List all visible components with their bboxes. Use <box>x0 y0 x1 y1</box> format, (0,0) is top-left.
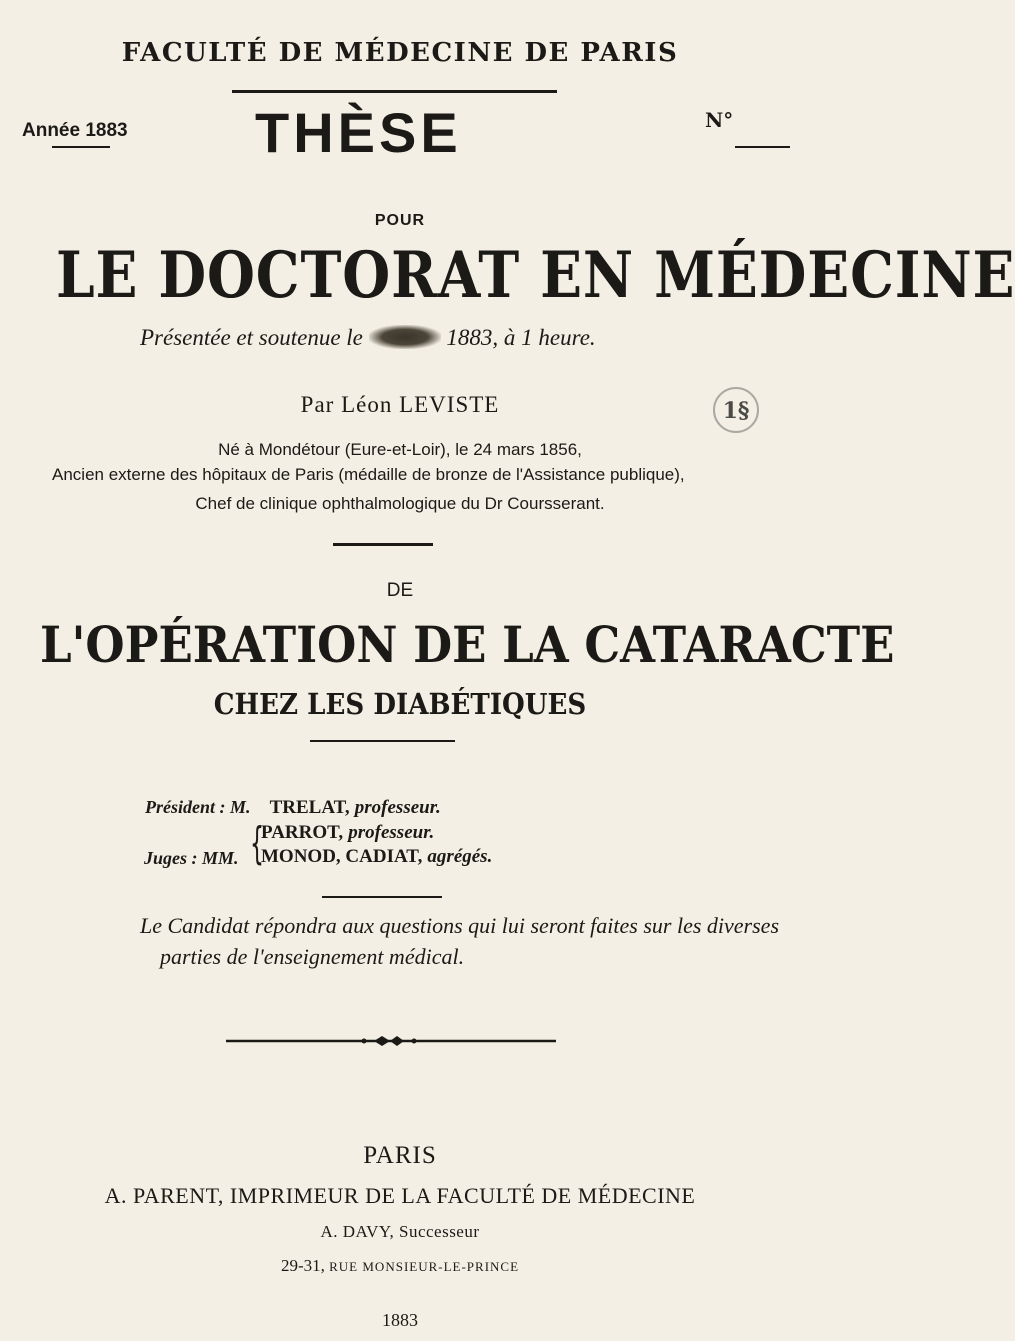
handwritten-date-mark <box>369 325 441 349</box>
subtitle-rule <box>310 740 455 742</box>
judge1-name: PARROT, <box>261 822 344 843</box>
president-title: professeur. <box>354 797 441 818</box>
stamp-text: 1§ <box>722 398 750 424</box>
imprint-printer: A. PARENT, IMPRIMEUR DE LA FACULTÉ DE MÉDECINE <box>104 1183 696 1208</box>
judge-row-2 <box>261 846 492 868</box>
top-rule <box>232 90 557 93</box>
judges-label: Juges : MM. <box>144 848 239 868</box>
author-birth: Né à Mondétour (Eure-et-Loir), le 24 mars 1856, <box>218 440 582 459</box>
president-name: TRELAT, <box>269 797 350 818</box>
judges-brace: { <box>250 818 264 869</box>
year-underline <box>52 146 110 148</box>
address-number: 29-31, <box>280 1256 325 1275</box>
subject-subtitle: CHEZ LES DIABÉTIQUES <box>213 687 587 721</box>
presentation-line <box>140 325 596 351</box>
imprint-successor: A. DAVY, Successeur <box>320 1222 480 1241</box>
subject-main-title: L'OPÉRATION DE LA CATARACTE <box>40 615 895 674</box>
imprint-city: PARIS <box>363 1142 437 1169</box>
number-blank-line <box>735 146 790 148</box>
ornamental-rule <box>226 1035 556 1047</box>
candidate-note-line1: Le Candidat répondra aux questions qui lui seront faites sur les diverses <box>140 913 779 938</box>
imprint-year: 1883 <box>382 1310 418 1330</box>
judge1-title: professeur. <box>348 822 435 843</box>
subject-de: DE <box>386 580 414 601</box>
judge-row-1 <box>261 822 434 844</box>
presentation-prefix: Présentée et soutenue le <box>140 325 363 350</box>
divider-rule <box>333 543 433 546</box>
pour-label: POUR <box>374 212 426 229</box>
number-label: N° <box>705 108 734 132</box>
thesis-heading: THÈSE <box>255 101 462 164</box>
imprint-address <box>0 1256 800 1276</box>
author-current-position: Chef de clinique ophthalmologique du Dr Coursserant. <box>195 494 605 513</box>
jury-president <box>145 797 441 819</box>
judge2-title: agrégés. <box>427 846 493 867</box>
judge2-name: MONOD, CADIAT, <box>261 846 423 867</box>
candidate-note-line2: parties de l'enseignement médical. <box>160 944 465 969</box>
year-label: Année 1883 <box>22 120 128 141</box>
author-former-position: Ancien externe des hôpitaux de Paris (médaille de bronze de l'Assistance publique), <box>52 465 685 484</box>
presentation-suffix: 1883, à 1 heure. <box>446 325 596 350</box>
president-label: Président : M. <box>145 797 251 817</box>
author-line: Par Léon LEVISTE <box>300 392 500 417</box>
degree-title: LE DOCTORAT EN MÉDECINE <box>56 238 1015 313</box>
jury-rule <box>322 896 442 898</box>
faculty-heading: FACULTÉ DE MÉDECINE DE PARIS <box>121 38 679 68</box>
address-street: RUE MONSIEUR-LE-PRINCE <box>329 1259 520 1274</box>
